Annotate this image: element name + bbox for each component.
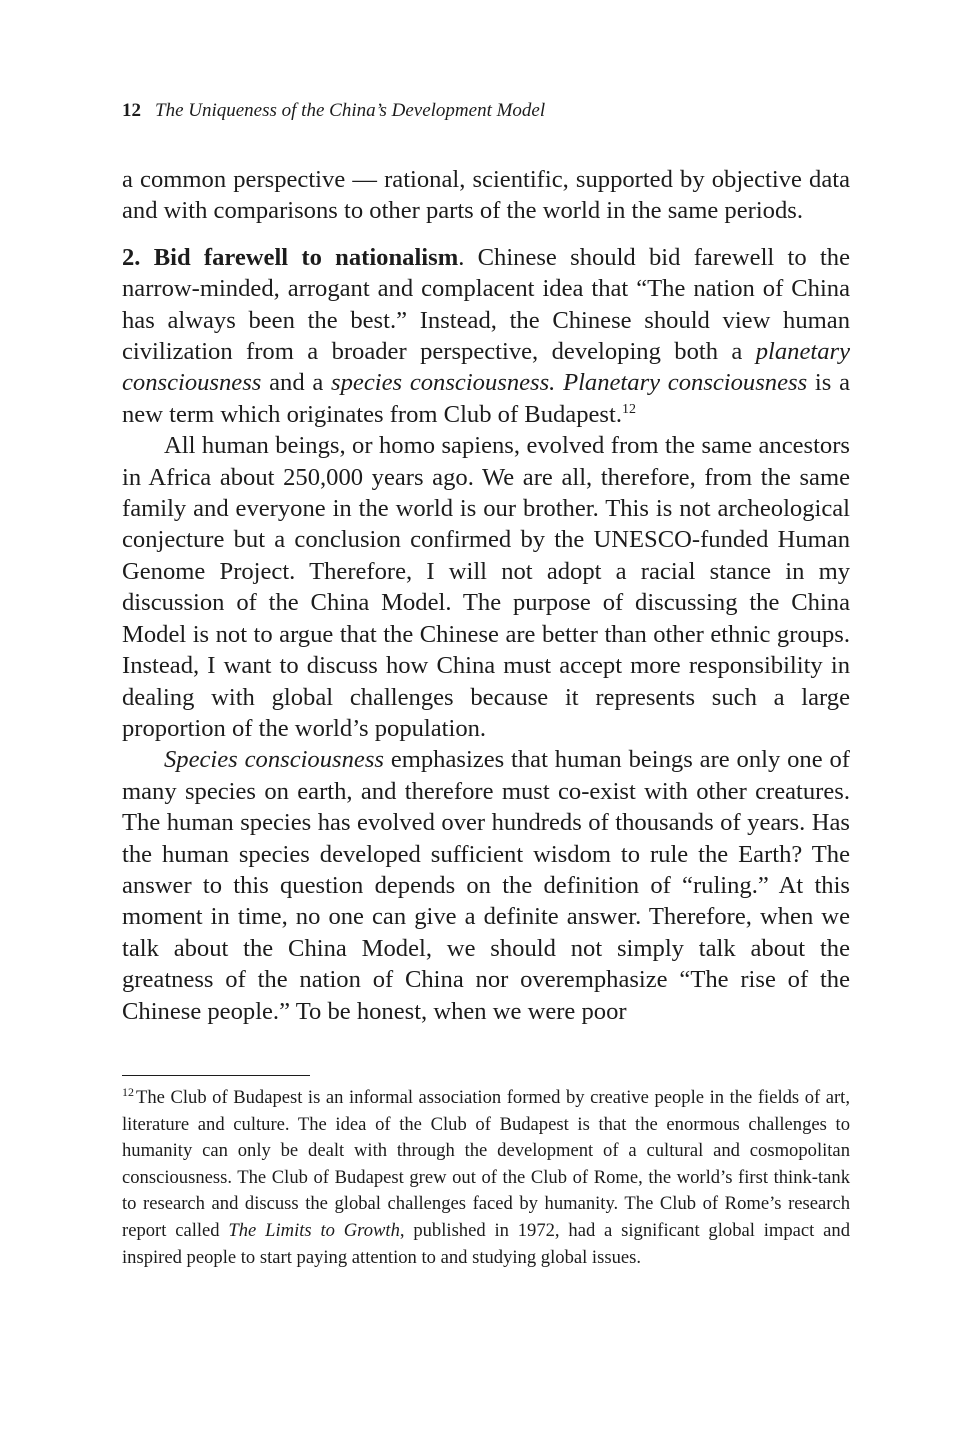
footnote-divider	[122, 1075, 310, 1076]
footnote-number: 12	[122, 1085, 134, 1099]
running-header	[122, 99, 545, 123]
main-text	[122, 164, 850, 1027]
section-heading: Bid farewell to nationalism	[153, 243, 459, 271]
footnote-12: $^{12}$ The Club of Budapest is an informal association formed by creative people in the fields of art, literature and culture. The idea of the Club of Budapest is that the enormous challenges to humanity can only be dealt with through the development of a cultural and cosmopolitan consciousness. The Club of Budapest grew out of the Club of Rome, the world’s first think-tank to research and discuss the global challenges faced by humanity. The Club of Rome’s research report called The Limits to Growth, published in 1972, had a significant global impact and inspired people to start paying attention to and studying global issues.	[122, 1085, 850, 1268]
paragraph-species-consciousness: Species consciousness emphasizes that human beings are only one of many species on earth, and therefore must co-exist with other creatures. The human species has evolved over hundreds of thousands of years. Has the human species developed sufficient wisdom to rule the Earth? The answer to this question depends on the definition of “ruling.” At this moment in time, no one can give a definite answer. Therefore, when we talk about the China Model, we should not simply talk about the greatness of the nation of China nor overemphasize “The rise of the Chinese people.” To be honest, when we were poor	[122, 746, 850, 1025]
paragraph-homo-sapiens: All human beings, or homo sapiens, evolved from the same ancestors in Africa about 250,000 years ago. We are all, therefore, from the same family and everyone in the world is our brother. This is not archeological conjecture but a conclusion confirmed by the UNESCO-funded Human Genome Project. Therefore, I will not adopt a racial stance in my discussion of the China Model. The purpose of discussing the China Model is not to argue that the Chinese are better than other ethnic groups. Instead, I want to discuss how China must accept more responsibility in dealing with global challenges because it represents such a large proportion of the world’s population.	[122, 432, 850, 742]
footnote-report-title: The Limits to Growth	[228, 1219, 400, 1241]
paragraph-continuation: a common perspective — rational, scientific, supported by objective data and with comparisons to other parts of the world in the same periods.	[122, 166, 850, 225]
paragraph-nationalism: 2. Bid farewell to nationalism. Chinese should bid farewell to the narrow-minded, arrogant and complacent idea that “The nation of China has always been the best.” Instead, the Chinese should view human civilization from a broader perspective, developing both a planetary consciousness and a species consciousness. Planetary consciousness is a new term which originates from Club of Budapest.$^{12}$	[122, 243, 850, 428]
book-title: The Uniqueness of the China’s Development Model	[155, 100, 546, 121]
page-number: 12	[122, 100, 141, 121]
section-number: 2.	[122, 243, 141, 271]
term-species-consciousness: species consciousness. Planetary consciousness	[331, 369, 808, 397]
footnote-reference[interactable]: 12	[621, 401, 636, 417]
term-planetary-consciousness: planetary consciousness	[122, 338, 850, 397]
term-species-consciousness-lead: Species consciousness	[164, 746, 384, 774]
